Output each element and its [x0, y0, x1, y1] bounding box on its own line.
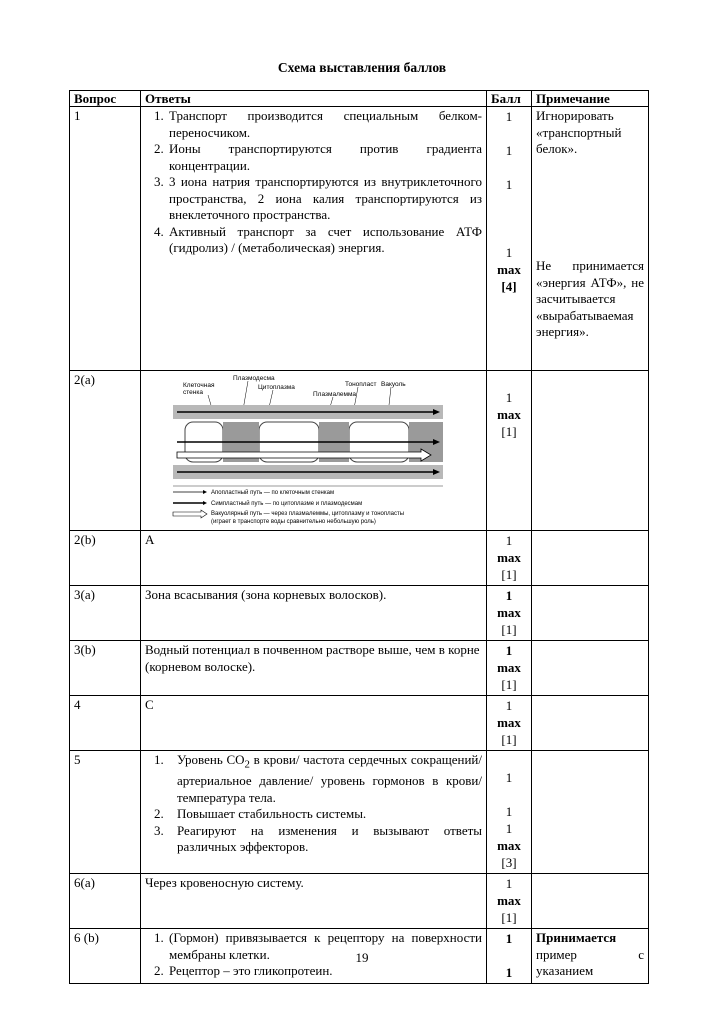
answer-cell: [141, 751, 487, 874]
score-cell: [487, 641, 532, 696]
question-number: 1: [70, 107, 141, 371]
score-max: max: [497, 893, 521, 908]
score-total: [4]: [501, 279, 517, 294]
score-cell: [487, 531, 532, 586]
answer-text: Водный потенциал в почвенном растворе выше, чем в корне (корневом волоске).: [141, 641, 487, 696]
score-value: 1: [505, 821, 513, 836]
score-value: 1: [505, 698, 513, 713]
question-number: 6 (b): [70, 929, 141, 984]
score-value: 1: [505, 931, 513, 946]
page-number: 19: [355, 950, 369, 965]
header-note: Примечание: [532, 91, 649, 107]
note-text: Принимается: [536, 930, 617, 945]
score-value: 1: [505, 876, 513, 891]
answer-item: 3. 3 иона натрия транспортируются из внутриклеточного пространства, 2 иона калия транспортируются из внеклеточного пространства.: [167, 174, 482, 224]
score-value: 1: [505, 533, 513, 548]
note-cell: [532, 874, 649, 929]
legend-item: (играет в транспорте воды сравнительно небольшую роль): [211, 519, 376, 525]
question-number: 5: [70, 751, 141, 874]
diagram-label-cytoplasm: Цитоплазма: [258, 384, 295, 391]
header-row: [70, 91, 649, 107]
score-total: [1]: [501, 622, 517, 637]
answer-item: 1. Транспорт производится специальным белком-переносчиком.: [167, 108, 482, 141]
page-title: Схема выставления баллов: [277, 60, 447, 75]
diagram-label-tonoplast: Тонопласт: [345, 381, 377, 388]
diagram-label-plasmalemma: Плазмалемма: [313, 391, 357, 398]
legend-item: Вакуолярный путь — через плазмалеммы, цитоплазму и тонопласты: [211, 511, 405, 517]
note-cell: [532, 696, 649, 751]
answer-item: [167, 752, 482, 806]
note-cell: [532, 371, 649, 531]
score-total: [1]: [501, 732, 517, 747]
header-answers: Ответы: [141, 91, 487, 107]
answer-cell: [141, 107, 487, 371]
score-total: [1]: [501, 567, 517, 582]
legend-item: Апопластный путь — по клеточным стенкам: [211, 490, 335, 496]
note-cell: [532, 531, 649, 586]
score-cell: [487, 751, 532, 874]
diagram-label-cell-wall: Клеточная: [183, 382, 215, 389]
score-total: [3]: [501, 855, 517, 870]
diagram-label-cell-wall: стенка: [183, 389, 203, 396]
diagram-label-vacuole: Вакуоль: [381, 381, 406, 388]
table-row: [70, 641, 649, 696]
score-total: [1]: [501, 910, 517, 925]
score-cell: [487, 107, 532, 371]
score-cell: [487, 371, 532, 531]
marking-scheme-table: [69, 90, 649, 984]
note-cell: [532, 751, 649, 874]
answer-item: 2. Ионы транспортируются против градиента концентрации.: [167, 141, 482, 174]
score-cell: [487, 586, 532, 641]
note-cell: [532, 107, 649, 371]
question-number: 4: [70, 696, 141, 751]
question-number: 3(a): [70, 586, 141, 641]
answer-item: 1. (Гормон) привязывается к рецептору на поверхности мембраны клетки.: [167, 930, 482, 963]
question-number: 2(b): [70, 531, 141, 586]
score-max: max: [497, 407, 521, 422]
score-max: max: [497, 262, 521, 277]
subscript: 2: [244, 758, 250, 771]
answer-text: Через кровеносную систему.: [141, 874, 487, 929]
note-cell: [532, 586, 649, 641]
header-question: Вопрос: [70, 91, 141, 107]
score-value: 1: [505, 177, 513, 192]
answer-item: 2. Рецептор – это гликопротеин.: [167, 963, 482, 980]
score-value: 1: [505, 245, 513, 260]
question-number: 6(a): [70, 874, 141, 929]
answer-text: A: [141, 531, 487, 586]
table-row: [70, 531, 649, 586]
score-max: max: [497, 550, 521, 565]
score-value: 1: [505, 770, 513, 785]
table-row: [70, 874, 649, 929]
table-row: [70, 751, 649, 874]
score-cell: [487, 874, 532, 929]
note-cell: [532, 641, 649, 696]
table-row: [70, 586, 649, 641]
diagram-label-plasmodesma: Плазмодесма: [233, 375, 275, 382]
answer-item: 2. Повышает стабильность системы.: [167, 806, 482, 823]
answer-item: 3. Реагируют на изменения и вызывают ответы различных эффекторов.: [167, 823, 482, 856]
answer-item: 4. Активный транспорт за счет использование АТФ (гидролиз) / (метаболическая) энергия.: [167, 224, 482, 257]
score-value: 1: [505, 965, 513, 980]
question-number: 2(a): [70, 371, 141, 531]
score-total: [1]: [501, 424, 517, 439]
answer-text: C: [141, 696, 487, 751]
score-total: [1]: [501, 677, 517, 692]
score-max: max: [497, 715, 521, 730]
score-value: 1: [505, 390, 513, 405]
score-value: 1: [505, 588, 513, 603]
score-value: 1: [505, 804, 513, 819]
note-text: пример с указанием: [536, 946, 644, 978]
score-value: 1: [505, 143, 513, 158]
table-row: [70, 696, 649, 751]
score-value: 1: [505, 109, 513, 124]
note-text: Игнорировать «транспортный белок».: [536, 108, 622, 156]
score-value: 1: [505, 643, 513, 658]
question-number: 3(b): [70, 641, 141, 696]
table-row: [70, 107, 649, 371]
answer-text: Уровень СО: [177, 752, 245, 767]
header-score: Балл: [487, 91, 532, 107]
answer-cell: [141, 371, 487, 531]
plant-transport-diagram: [163, 372, 463, 527]
score-max: max: [497, 838, 521, 853]
answer-text: Зона всасывания (зона корневых волосков).: [141, 586, 487, 641]
score-cell: [487, 696, 532, 751]
score-max: max: [497, 660, 521, 675]
table-row: [70, 371, 649, 531]
score-max: max: [497, 605, 521, 620]
legend-item: Симпластный путь — по цитоплазме и плазмодесмам: [211, 501, 363, 507]
note-text: Не принимается «энергия АТФ», не засчитывается «вырабатываемая энергия».: [536, 258, 644, 339]
answer-text: в крови/ частота сердечных сокращений/ артериальное давление/ уровень гормонов в крови/ температура тела.: [177, 752, 483, 805]
